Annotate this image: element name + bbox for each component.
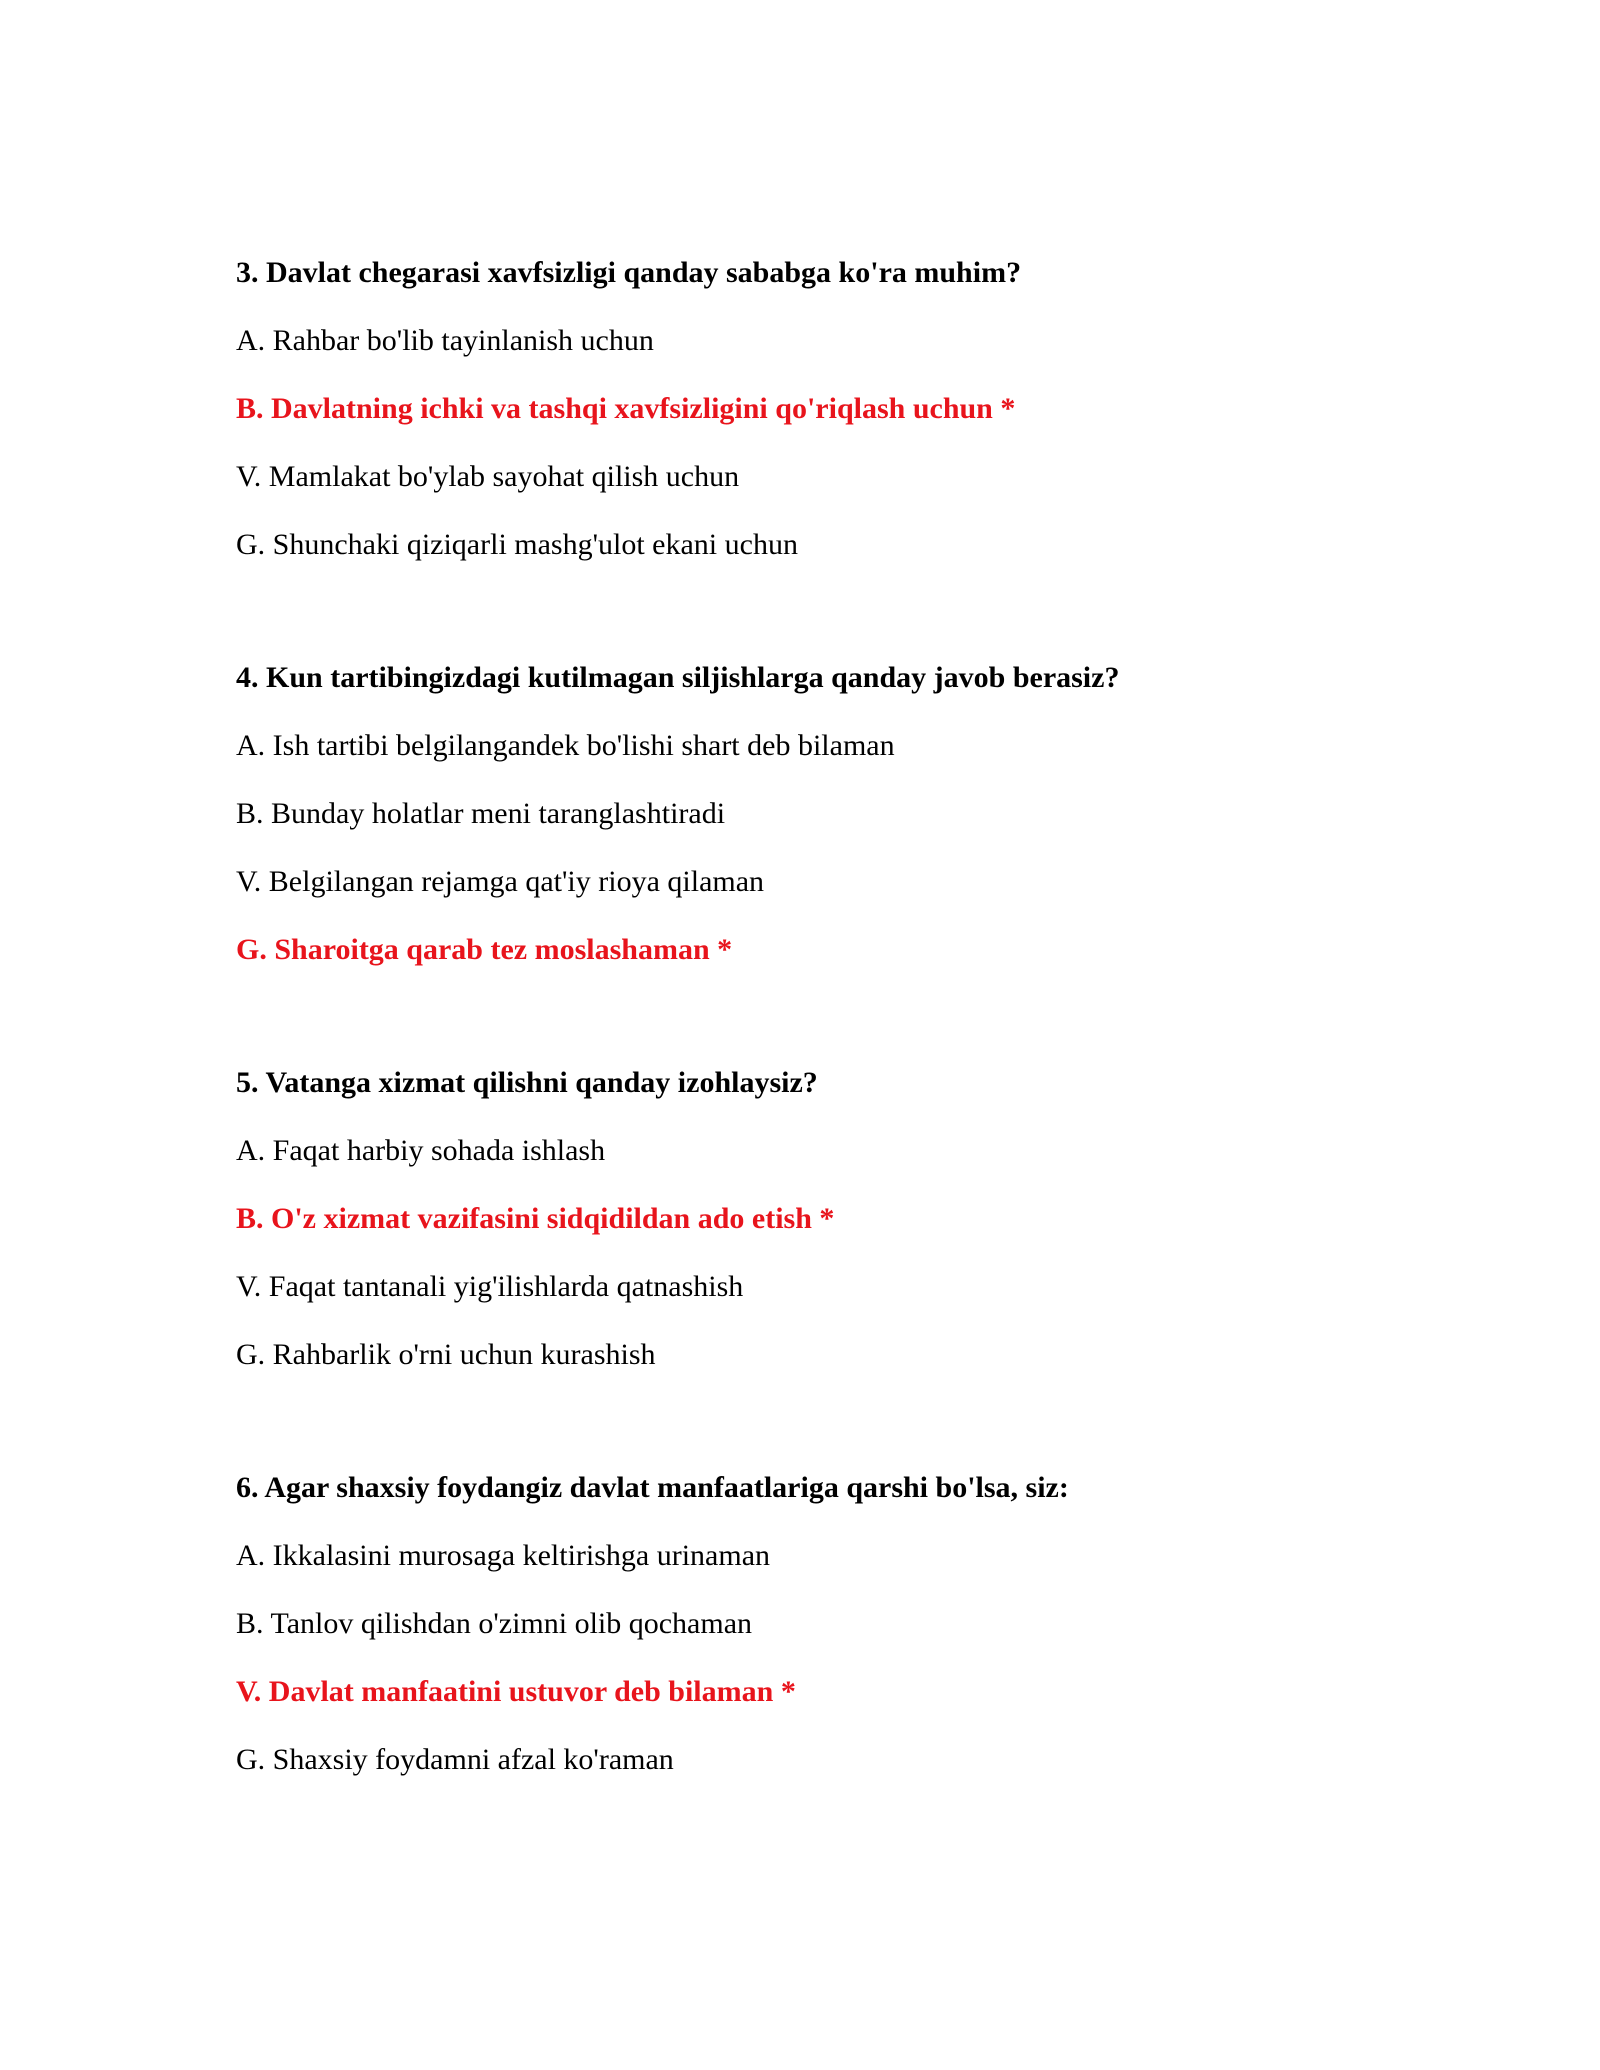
question-title: 4. Kun tartibingizdagi kutilmagan siljishlarga qanday javob berasiz? [236,661,1120,694]
answer-option: A. Ish tartibi belgilangandek bo'lishi shart deb bilaman [236,729,895,762]
answer-option-correct: B. Davlatning ichki va tashqi xavfsizligini qo'riqlash uchun * [236,392,1016,425]
answer-option: V. Faqat tantanali yig'ilishlarda qatnashish [236,1270,744,1303]
answer-option: A. Ikkalasini murosaga keltirishga urinaman [236,1539,771,1572]
answer-option: A. Rahbar bo'lib tayinlanish uchun [236,324,654,357]
question-title: 6. Agar shaxsiy foydangiz davlat manfaatlariga qarshi bo'lsa, siz: [236,1471,1069,1504]
answer-option: B. Tanlov qilishdan o'zimni olib qochaman [236,1607,753,1640]
answer-option-correct: G. Sharoitga qarab tez moslashaman * [236,933,733,966]
answer-option: G. Rahbarlik o'rni uchun kurashish [236,1338,656,1371]
question-title: 5. Vatanga xizmat qilishni qanday izohlaysiz? [236,1066,818,1099]
answer-option: G. Shunchaki qiziqarli mashg'ulot ekani uchun [236,528,798,561]
answer-option: V. Belgilangan rejamga qat'iy rioya qilaman [236,865,765,898]
answer-option-correct: V. Davlat manfaatini ustuvor deb bilaman * [236,1675,796,1708]
question-title: 3. Davlat chegarasi xavfsizligi qanday sababga ko'ra muhim? [236,256,1022,289]
question-6 [236,1470,1436,1810]
answer-option-correct: B. O'z xizmat vazifasini sidqidildan ado etish * [236,1202,835,1235]
answer-option: B. Bunday holatlar meni taranglashtiradi [236,797,726,830]
answer-option: V. Mamlakat bo'ylab sayohat qilish uchun [236,460,740,493]
question-4 [236,660,1436,1000]
question-5 [236,1065,1436,1405]
question-3 [236,255,1436,595]
answer-option: A. Faqat harbiy sohada ishlash [236,1134,606,1167]
answer-option: G. Shaxsiy foydamni afzal ko'raman [236,1743,674,1776]
